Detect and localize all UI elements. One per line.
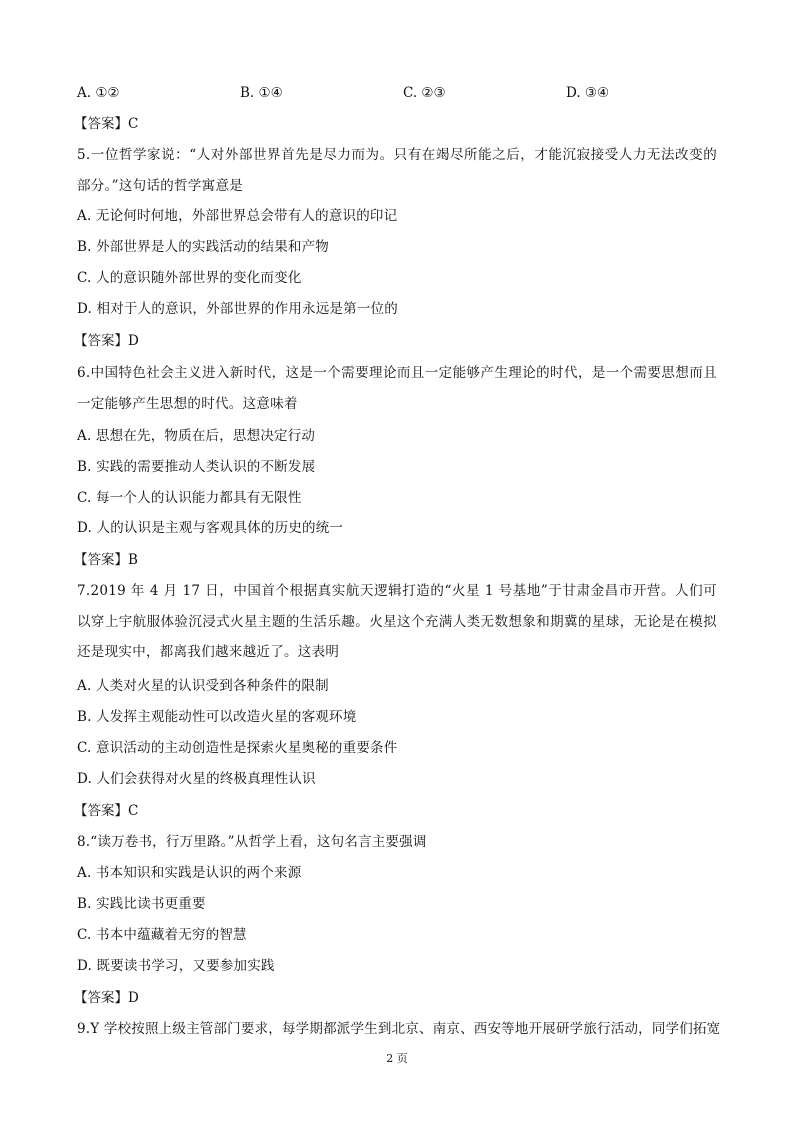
q8-option-d: D. 既要读书学习，又要参加实践	[77, 958, 275, 974]
q4-option-a: A. ①②	[77, 85, 120, 101]
page-number: 2 页	[386, 1052, 408, 1065]
q5-option-a: A. 无论何时何地，外部世界总会带有人的意识的印记	[77, 208, 398, 224]
q8-option-b: B. 实践比读书更重要	[77, 896, 206, 912]
q4-answer: 【答案】C	[74, 116, 139, 132]
q5-option-b: B. 外部世界是人的实践活动的结果和产物	[77, 239, 330, 255]
q8-answer: 【答案】D	[74, 990, 139, 1006]
q7-option-d: D. 人们会获得对火星的终极真理性认识	[77, 771, 316, 787]
q9-stem: 9.Y 学校按照上级主管部门要求，每学期都派学生到北京、南京、西安等地开展研学旅行活动，同学们拓宽	[77, 1021, 721, 1037]
q7-option-a: A. 人类对火星的认识受到各种条件的限制	[77, 678, 329, 694]
q6-option-b: B. 实践的需要推动人类认识的不断发展	[77, 459, 316, 475]
q6-stem: 6.中国特色社会主义进入新时代，这是一个需要理论而且一定能够产生理论的时代，是一个需要思想而且一定能够产生思想的时代。这意味着	[77, 365, 717, 412]
q8-option-a: A. 书本知识和实践是认识的两个来源	[77, 865, 302, 881]
q8-option-c: C. 书本中蕴藏着无穷的智慧	[77, 927, 247, 943]
q7-option-b: B. 人发挥主观能动性可以改造火星的客观环境	[77, 709, 357, 725]
q4-options	[77, 84, 697, 102]
q5-option-c: C. 人的意识随外部世界的变化而变化	[77, 270, 302, 286]
q8-stem: 8.“读万卷书，行万里路。”从哲学上看，这句名言主要强调	[77, 834, 427, 850]
q4-option-d: D. ③④	[566, 85, 610, 101]
q5-stem: 5.一位哲学家说：“人对外部世界首先是尽力而为。只有在竭尽所能之后，才能沉寂接受人力无法改变的部分。”这句话的哲学寓意是	[77, 147, 717, 194]
q6-answer: 【答案】B	[74, 552, 138, 568]
q7-answer: 【答案】C	[74, 803, 139, 819]
q4-option-c: C. ②③	[403, 85, 446, 101]
q6-option-a: A. 思想在先，物质在后，思想决定行动	[77, 428, 316, 444]
q7-option-c: C. 意识活动的主动创造性是探索火星奥秘的重要条件	[77, 740, 398, 756]
q5-option-d: D. 相对于人的意识，外部世界的作用永远是第一位的	[77, 301, 398, 317]
q6-option-c: C. 每一个人的认识能力都具有无限性	[77, 490, 302, 506]
q5-answer: 【答案】D	[74, 333, 139, 349]
q4-option-b: B. ①④	[240, 85, 283, 101]
q6-option-d: D. 人的认识是主观与客观具体的历史的统一	[77, 520, 344, 536]
q7-stem: 7.2019 年 4 月 17 日，中国首个根据真实航天逻辑打造的“火星 1 号基地”于甘肃金昌市开营。人们可以穿上宇航服体验沉浸式火星主题的生活乐趣。火星这个充满人类无数想象和期冀的星球，无论是在模拟还是现实中，都离我们越来越近了。这表明	[77, 583, 717, 660]
